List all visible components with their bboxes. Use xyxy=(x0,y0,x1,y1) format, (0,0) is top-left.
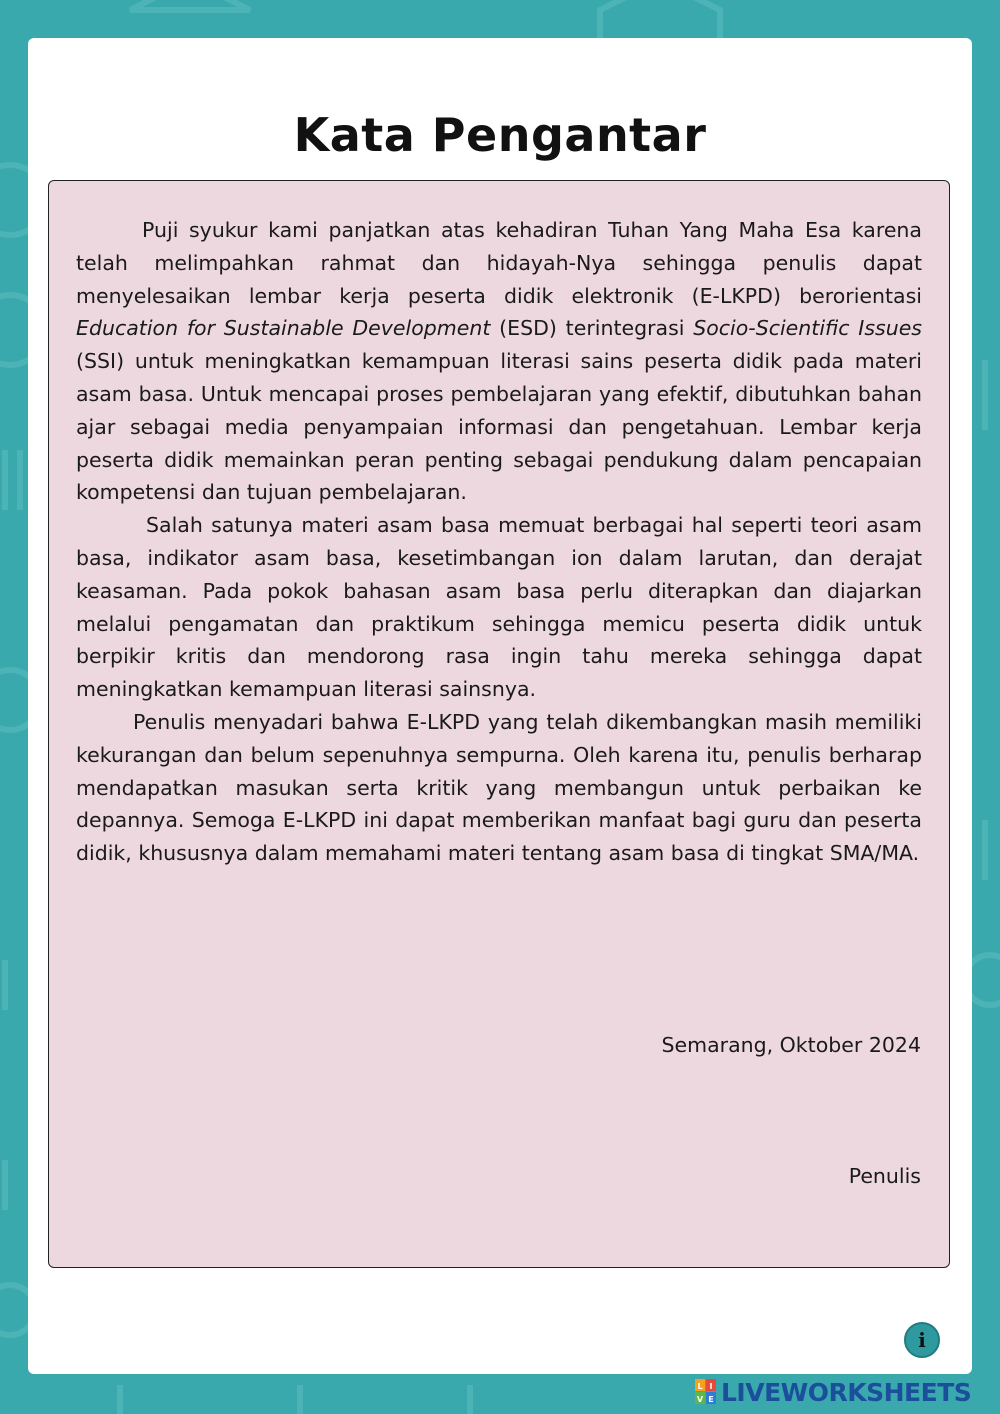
paragraph-1 xyxy=(76,214,922,509)
preface-content-box xyxy=(48,180,950,1268)
liveworksheets-wordmark: LIVEWORKSHEETS xyxy=(721,1377,972,1407)
place-date: Semarang, Oktober 2024 xyxy=(661,1033,921,1057)
author-signature: Penulis xyxy=(848,1164,921,1188)
paragraph-2: Salah satunya materi asam basa memuat berbagai hal seperti teori asam basa, indikator asam basa, kesetimbangan ion dalam larutan, dan derajat keasaman. Pada pokok bahasan asam basa perlu diterapkan dan diajarkan melalui pengamatan dan praktikum sehingga memicu peserta didik untuk berpikir kritis dan mendorong rasa ingin tahu mereka sehingga dapat meningkatkan kemampuan literasi sainsnya. xyxy=(76,513,922,702)
paragraph-1-text-c: (SSI) untuk meningkatkan kemampuan literasi sains peserta didik pada materi asam basa. Untuk mencapai proses pembelajaran yang efektif, dibutuhkan bahan ajar sebagai media penyampaian informasi dan pengetahuan. Lembar kerja peserta didik memainkan peran penting sebagai pendukung dalam pencapaian kompetensi dan tujuan pembelajaran. xyxy=(76,349,922,505)
info-icon: i xyxy=(918,1328,926,1352)
paragraph-1-text-a: Puji syukur kami panjatkan atas kehadiran Tuhan Yang Maha Esa karena telah melimpahkan rahmat dan hidayah-Nya sehingga penulis dapat menyelesaikan lembar kerja peserta didik elektronik (E-LKPD) berorientasi xyxy=(76,218,922,308)
paragraph-1-italic-ssi: Socio-Scientific Issues xyxy=(693,316,922,341)
worksheet-page xyxy=(28,38,972,1374)
info-button[interactable] xyxy=(904,1322,940,1358)
svg-text:I: I xyxy=(709,1382,713,1391)
paragraph-3: Penulis menyadari bahwa E-LKPD yang telah dikembangkan masih memiliki kekurangan dan belum sepenuhnya sempurna. Oleh karena itu, penulis berharap mendapatkan masukan serta kritik yang membangun untuk perbaikan ke depannya. Semoga E-LKPD ini dapat memberikan manfaat bagi guru dan peserta didik, khususnya dalam memahami materi tentang asam basa di tingkat SMA/MA. xyxy=(76,709,922,866)
svg-text:L: L xyxy=(697,1382,703,1391)
paragraph-1-text-b: (ESD) terintegrasi xyxy=(490,316,694,341)
liveworksheets-brand[interactable] xyxy=(695,1376,971,1408)
paragraph-1-italic-esd: Education for Sustainable Development xyxy=(76,316,491,341)
preface-body xyxy=(76,214,922,870)
liveworksheets-logo-icon xyxy=(695,1379,717,1405)
svg-text:E: E xyxy=(708,1395,714,1404)
page-title: Kata Pengantar xyxy=(293,108,707,162)
svg-text:V: V xyxy=(696,1395,704,1404)
